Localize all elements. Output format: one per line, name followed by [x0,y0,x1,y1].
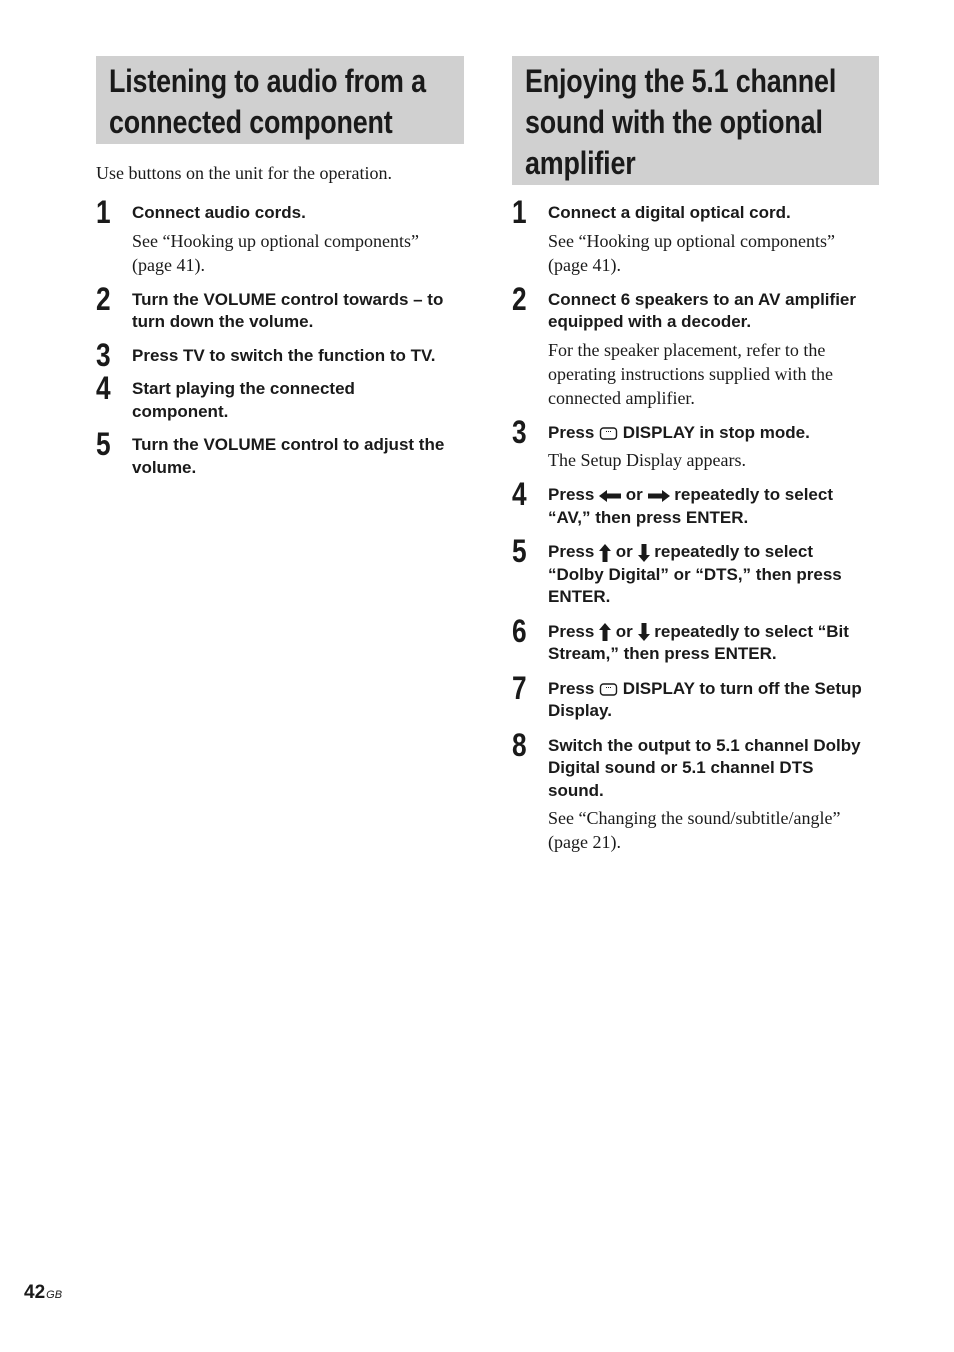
step-number: 3 [96,336,111,373]
title-part: repeatedly to select [674,485,834,504]
title-line: Connect 6 speakers to an AV amplifier [548,289,856,309]
step-item [512,533,879,609]
step-item [512,612,879,666]
title-line: ENTER. [548,587,611,606]
title-line: volume. [132,457,197,477]
step-item [96,336,464,373]
title-line: Turn the VOLUME control to adjust the [132,435,445,454]
page-number: 42 [24,1282,46,1303]
step-description [548,448,879,472]
step-description [132,229,464,277]
desc-line: operating instructions supplied with the [548,363,833,384]
title-line: equipped with a decoder. [548,312,752,331]
title-part: repeatedly to select “Bit [654,621,849,641]
desc-line: connected amplifier. [548,387,695,408]
title-line: “Dolby Digital” or “DTS,” then press [548,564,842,584]
step-item [512,669,879,723]
title-part: Press [548,485,595,504]
step-item [512,476,879,529]
title-part: Press [548,621,595,641]
step-title: Connect a digital optical cord. [548,203,791,222]
step-title [548,484,879,529]
step-item [512,726,879,855]
desc-line: (page 41). [132,254,205,275]
step-item [512,413,879,473]
title-line: Turn the VOLUME control towards – to [132,289,444,309]
step-description [548,229,879,277]
title-line: Start playing the connected [132,379,355,398]
arrow-right-icon [648,490,670,502]
step-item [512,194,879,277]
title-line: Digital sound or 5.1 channel DTS [548,758,814,777]
step-item [96,370,464,423]
step-title [548,541,879,609]
steps-list-left [96,194,464,479]
step-title: Press TV to switch the function to TV. [132,345,436,365]
step-item [96,194,464,277]
title-line: component. [132,401,229,421]
title-part: or [615,621,633,641]
heading-line: Enjoying the 5.1 channel [525,63,837,99]
step-title [548,621,879,666]
right-column [512,56,879,854]
title-part: or [615,542,633,561]
intro-text: Use buttons on the unit for the operation. [96,163,392,183]
step-number: 2 [512,280,527,317]
step-title [548,422,879,445]
title-part: Press [548,542,595,561]
title-line: Switch the output to 5.1 channel Dolby [548,735,861,755]
title-part: or [625,485,643,504]
page-footer [24,1282,62,1304]
step-title [548,678,879,723]
title-part: DISPLAY to turn off the Setup [622,678,862,698]
display-button-icon [599,426,618,441]
title-part: repeatedly to select [654,542,814,561]
heading-line: amplifier [525,145,636,181]
desc-line: For the speaker placement, refer to the [548,339,826,360]
display-button-icon [599,682,618,697]
step-number: 1 [512,194,527,230]
title-line: turn down the volume. [132,312,314,331]
step-title [132,378,464,423]
section-heading-text [109,61,426,143]
step-number: 7 [512,669,527,706]
page-region-suffix: GB [46,1289,63,1301]
arrow-down-icon [638,544,650,562]
section-heading-enjoying [512,56,879,185]
step-number: 6 [512,612,527,649]
step-title [132,434,464,479]
step-item [512,280,879,410]
step-item [96,280,464,334]
step-number: 5 [512,533,527,569]
left-column [96,56,464,479]
title-part: Press [548,422,595,442]
section-heading-listening [96,56,464,144]
step-item [96,426,464,479]
arrow-down-icon [638,623,650,641]
step-number: 1 [96,194,111,230]
title-line: sound. [548,780,604,800]
desc-line: (page 21). [548,832,621,852]
arrow-up-icon [599,544,611,562]
desc-line: The Setup Display appears. [548,450,746,470]
section-heading-text [525,61,837,184]
title-part: DISPLAY in stop mode. [622,422,810,442]
step-title: Connect audio cords. [132,203,306,222]
step-number: 3 [512,413,527,450]
step-title [548,735,879,803]
heading-line: sound with the optional [525,104,823,140]
heading-line: Listening to audio from a [109,63,426,99]
title-line: “AV,” then press ENTER. [548,507,749,527]
step-description [548,806,879,854]
step-number: 4 [512,476,527,512]
desc-line: See “Hooking up optional components” [132,230,419,251]
step-number: 2 [96,280,111,317]
step-number: 5 [96,426,111,462]
title-part: Press [548,678,595,698]
desc-line: See “Changing the sound/subtitle/angle” [548,808,841,828]
arrow-left-icon [599,490,621,502]
title-line: Display. [548,701,612,720]
steps-list-right [512,194,879,854]
step-title [548,289,879,334]
step-number: 8 [512,726,527,763]
step-description [548,338,879,410]
desc-line: (page 41). [548,254,621,275]
desc-line: See “Hooking up optional components” [548,230,835,251]
title-line: Stream,” then press ENTER. [548,644,777,663]
arrow-up-icon [599,623,611,641]
heading-line: connected component [109,104,393,140]
step-number: 4 [96,370,111,406]
step-title [132,289,464,334]
